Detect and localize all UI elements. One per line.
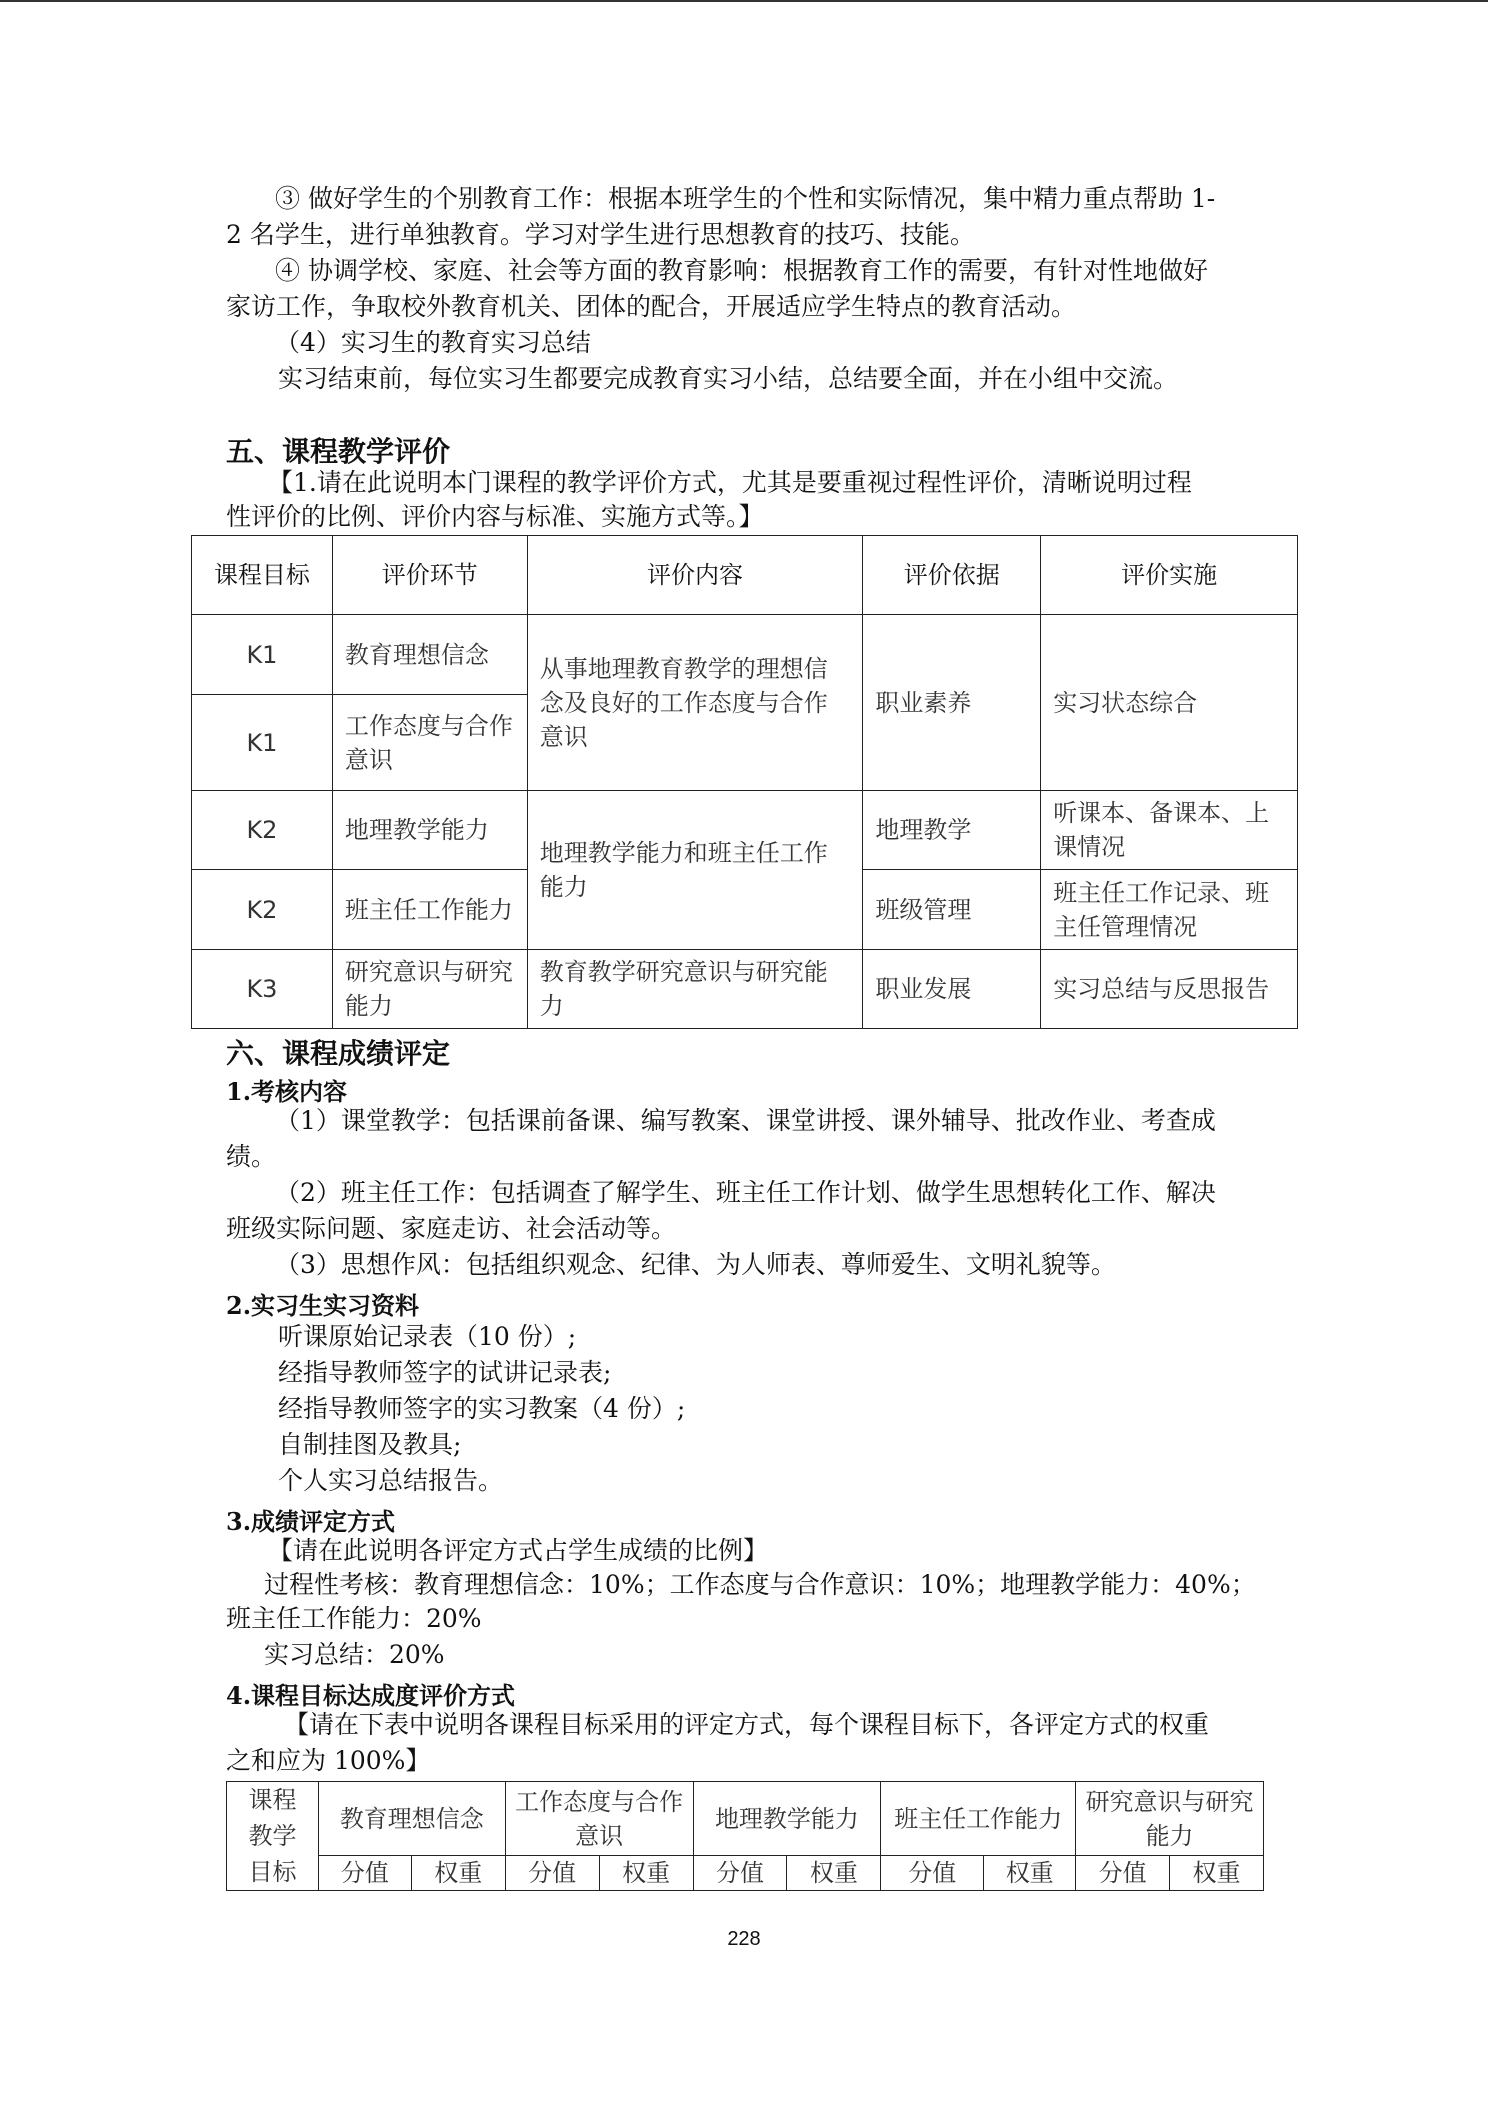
evaluation-table (191, 535, 1298, 1029)
score-header: 分值 (318, 1856, 411, 1891)
basis-cell: 职业素养 (863, 615, 1041, 791)
header-cell: 评价环节 (332, 536, 527, 615)
score-header: 分值 (881, 1856, 984, 1891)
score-header: 分值 (693, 1856, 787, 1891)
paragraph-line: 过程性考核：教育理想信念：10%；工作态度与合作意识：10%；地理教学能力：40%； (264, 1570, 1256, 1599)
paragraph-line: 绩。 (226, 1142, 277, 1171)
goal-cell: K2 (192, 791, 333, 870)
goal-cell: K3 (192, 950, 333, 1029)
link-cell: 教育理想信念 (332, 615, 527, 695)
paragraph-line: （2）班主任工作：包括调查了解学生、班主任工作计划、做学生思想转化工作、解决 (275, 1178, 1216, 1207)
impl-cell: 实习总结与反思报告 (1041, 950, 1298, 1029)
subsection-heading: 1.考核内容 (226, 1077, 348, 1106)
subsection-heading: 2.实习生实习资料 (226, 1291, 420, 1320)
group-header: 工作态度与合作意识 (505, 1782, 693, 1856)
weight-header: 权重 (984, 1856, 1076, 1891)
impl-cell: 班主任工作记录、班主任管理情况 (1041, 870, 1298, 950)
page-number: 228 (727, 1928, 761, 1950)
content-cell: 从事地理教育教学的理想信念及良好的工作态度与合作意识 (527, 615, 863, 791)
group-header: 研究意识与研究能力 (1076, 1782, 1264, 1856)
goal-achievement-table (226, 1781, 1264, 1891)
paragraph-line: （3）思想作风：包括组织观念、纪律、为人师表、尊师爱生、文明礼貌等。 (275, 1250, 1116, 1279)
header-cell: 课程目标 (192, 536, 333, 615)
list-item: 经指导教师签字的实习教案（4 份）; (278, 1394, 686, 1423)
list-item: 听课原始记录表（10 份）; (278, 1322, 577, 1351)
link-cell: 班主任工作能力 (332, 870, 527, 950)
paragraph-line: 班主任工作能力：20% (226, 1604, 482, 1633)
link-cell: 研究意识与研究能力 (332, 950, 527, 1029)
corner-cell (227, 1782, 319, 1891)
paragraph-line: 班级实际问题、家庭走访、社会活动等。 (226, 1214, 677, 1243)
content-cell: 教育教学研究意识与研究能力 (527, 950, 863, 1029)
header-cell: 评价依据 (863, 536, 1041, 615)
paragraph-line: （1）课堂教学：包括课前备课、编写教案、课堂讲授、课外辅导、批改作业、考查成 (275, 1106, 1216, 1135)
group-header: 地理教学能力 (693, 1782, 881, 1856)
impl-cell: 实习状态综合 (1041, 615, 1298, 791)
section-heading: 六、课程成绩评定 (226, 1037, 451, 1070)
basis-cell: 地理教学 (863, 791, 1041, 870)
paragraph-line: 家访工作，争取校外教育机关、团体的配合，开展适应学生特点的教育活动。 (226, 292, 1077, 321)
paragraph-line: ③ 做好学生的个别教育工作：根据本班学生的个性和实际情况，集中精力重点帮助 1- (275, 184, 1216, 213)
list-item: 个人实习总结报告。 (278, 1466, 504, 1495)
link-cell: 地理教学能力 (332, 791, 527, 870)
instruction-note: 性评价的比例、评价内容与标准、实施方式等。】 (226, 502, 764, 531)
basis-cell: 职业发展 (863, 950, 1041, 1029)
weight-header: 权重 (787, 1856, 881, 1891)
paragraph-line: 实习结束前，每位实习生都要完成教育实习小结，总结要全面，并在小组中交流。 (278, 364, 1179, 393)
weight-header: 权重 (599, 1856, 693, 1891)
header-cell: 评价内容 (527, 536, 863, 615)
corner-label: 目标 (248, 1858, 297, 1886)
subsection-heading: 4.课程目标达成度评价方式 (226, 1681, 516, 1710)
link-cell: 工作态度与合作意识 (332, 695, 527, 791)
score-header: 分值 (1076, 1856, 1170, 1891)
section-heading: 五、课程教学评价 (226, 435, 451, 468)
list-item: 自制挂图及教具; (278, 1430, 462, 1459)
instruction-note: 【1.请在此说明本门课程的教学评价方式，尤其是要重视过程性评价，清晰说明过程 (268, 468, 1192, 497)
paragraph-line: （4）实习生的教育实习总结 (275, 328, 591, 357)
subsection-heading: 3.成绩评定方式 (226, 1507, 396, 1536)
paragraph-line: 2 名学生，进行单独教育。学习对学生进行思想教育的技巧、技能。 (226, 220, 975, 249)
content-cell: 地理教学能力和班主任工作能力 (527, 791, 863, 950)
basis-cell: 班级管理 (863, 870, 1041, 950)
group-header: 班主任工作能力 (881, 1782, 1076, 1856)
header-cell: 评价实施 (1041, 536, 1298, 615)
instruction-note: 之和应为 100%】 (226, 1746, 431, 1775)
weight-header: 权重 (411, 1856, 505, 1891)
group-header: 教育理想信念 (318, 1782, 505, 1856)
goal-cell: K1 (192, 615, 333, 695)
corner-label: 教学 (248, 1822, 297, 1850)
paragraph-line: 实习总结：20% (264, 1640, 445, 1669)
instruction-note: 【请在下表中说明各课程目标采用的评定方式，每个课程目标下，各评定方式的权重 (284, 1710, 1210, 1739)
instruction-note: 【请在此说明各评定方式占学生成绩的比例】 (268, 1536, 769, 1565)
goal-cell: K2 (192, 870, 333, 950)
corner-label: 课程 (248, 1786, 297, 1814)
impl-cell: 听课本、备课本、上课情况 (1041, 791, 1298, 870)
paragraph-line: ④ 协调学校、家庭、社会等方面的教育影响：根据教育工作的需要，有针对性地做好 (275, 256, 1208, 285)
weight-header: 权重 (1170, 1856, 1264, 1891)
score-header: 分值 (505, 1856, 599, 1891)
list-item: 经指导教师签字的试讲记录表; (278, 1358, 612, 1387)
goal-cell: K1 (192, 695, 333, 791)
